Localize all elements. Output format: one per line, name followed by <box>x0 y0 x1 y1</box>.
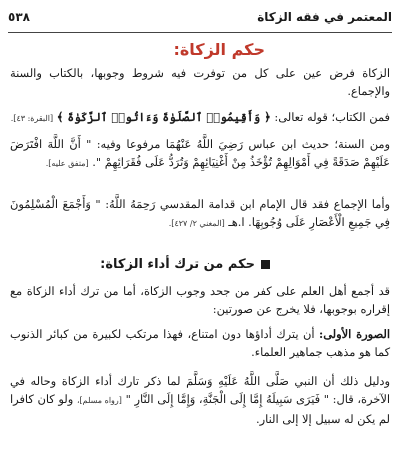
paragraph-definition <box>10 64 390 100</box>
book-title: المعتمر في فقه الزكاة <box>257 10 392 24</box>
paragraph-text: ودليل ذلك أن النبي صَلَّى اللَّهُ عَلَيْهِ وَسَلَّمَ لما ذكر تارك أداء الزكاة وحاله في الآخرة، قال: " فَيَرَى سَبِيلَهُ إِمَّا إِلَى الْجَنَّةِ، وَإِمَّا إِلَى النَّارِ " <box>10 374 391 406</box>
running-header <box>8 2 392 32</box>
paragraph-text: أن يترك أداؤها دون امتناع، فهذا مرتكب لكبيرة من كبائر الذنوب كما هو مذهب جماهير العلماء. <box>10 327 390 359</box>
square-bullet-icon <box>261 260 270 269</box>
paragraph-ruling <box>10 282 390 318</box>
case-label: الصورة الأولى: <box>318 327 390 341</box>
subsection-title: حكم من ترك أداء الزكاة: <box>100 257 255 272</box>
page-number: ٥٣٨ <box>8 10 30 24</box>
paragraph-text: ومن السنة؛ حديث ابن عباس رَضِيَ اللَّهُ عَنْهُمَا مرفوعا وفيه: " أَنَّ اللَّهَ افْتَرَضَ عَلَيْهِمْ صَدَقَةً فِي أَمْوَالِهِمْ تُؤْخَذُ مِنْ أَغْنِيَائِهِمْ وَتُرَدُّ عَلَى فُقَرَائِهِمْ ". <box>10 137 390 169</box>
citation: [المغني ٢/ ٤٢٧]. <box>168 219 225 228</box>
section-heading: حكم الزكاة: <box>173 40 265 59</box>
paragraph-text: قد أجمع أهل العلم على كفر من جحد وجوب الزكاة، أما من ترك أداء الزكاة مع إقراره بوجوبها، فلا يخرج عن صورتين: <box>10 284 390 316</box>
header-divider <box>8 32 392 33</box>
paragraph-first-case <box>10 325 390 361</box>
paragraph-sunnah-evidence <box>10 135 390 173</box>
quran-verse: ﴿ وَأَقِيمُوا۟ ٱلصَّلَوٰةَ وَءَاتُوا۟ ٱلزَّكَوٰةَ ﴾ <box>56 110 271 124</box>
paragraph-quran-evidence <box>10 108 390 128</box>
citation: [رواه مسلم]، <box>76 396 122 405</box>
paragraph-evidence-hadith <box>10 372 390 428</box>
paragraph-text: الزكاة فرض عين على كل من توفرت فيه شروط وجوبها، بالكتاب والسنة والإجماع. <box>10 66 390 98</box>
subsection-heading <box>100 257 270 272</box>
paragraph-text-tail: ولو كان كافرا لم يكن له سبيل إلا إلى النار. <box>10 392 390 426</box>
paragraph-ijma-evidence <box>10 195 390 233</box>
paragraph-text: فمن الكتاب؛ قوله تعالى: <box>274 110 390 124</box>
citation: [البقرة: ٤٣]. <box>10 114 54 123</box>
citation: [متفق عليه]. <box>45 159 89 168</box>
paragraph-text: وأما الإجماع فقد قال الإمام ابن قدامة المقدسي رَحِمَهُ اللَّهُ: " وَأَجْمَعَ الْمُسْلِمُونَ فِي جَمِيعِ الْأَعْصَارِ عَلَى وُجُوبِهَا. ا.هـ <box>10 197 390 229</box>
